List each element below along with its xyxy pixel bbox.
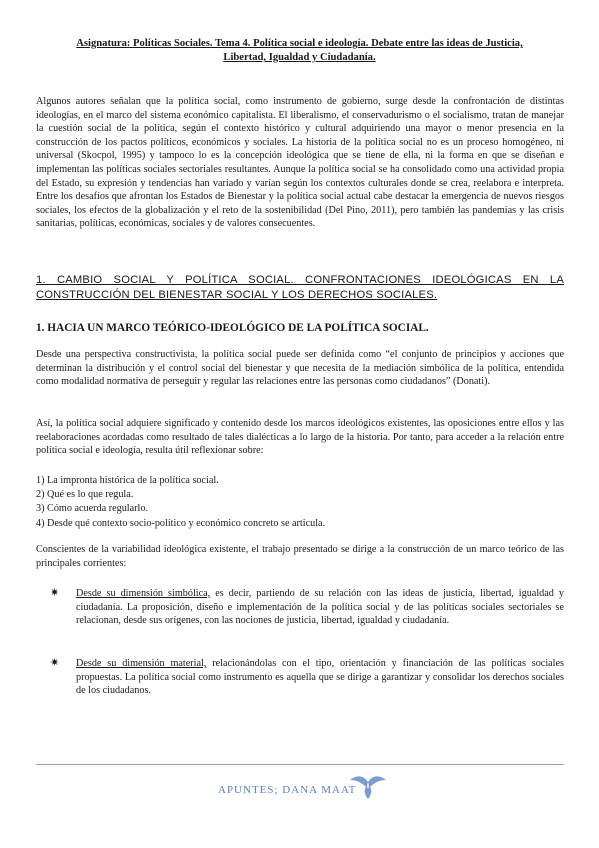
- bullet-material: [50, 657, 564, 698]
- section-heading: 1. CAMBIO SOCIAL Y POLÍTICA SOCIAL. CONFRONTACIONES IDEOLÓGICAS EN LA CONSTRUCCIÓN DEL BIENESTAR SOCIAL Y LOS DERECHOS SOCIALES.: [36, 274, 564, 301]
- bullet-body: relacionándolas con el tipo, orientación y financiación de las políticas sociales propuestas. La política social como instrumento es aquella que se dirige a garantizar y consolidar los derechos sociales de los ciudadanos.: [76, 658, 564, 697]
- subsection-heading: 1. HACIA UN MARCO TEÓRICO-IDEOLÓGICO DE LA POLÍTICA SOCIAL.: [36, 322, 429, 334]
- bird-logo-icon: [348, 772, 388, 802]
- list-item: 4) Desde qué contexto socio-político y económico concreto se articula.: [36, 517, 326, 529]
- star-bullet-icon: ✷: [50, 657, 60, 669]
- footer-divider: [36, 764, 564, 765]
- bullet-text: [76, 657, 564, 698]
- bullet-text: [76, 587, 564, 628]
- paragraph-ideology: Así, la política social adquiere significado y contenido desde los marcos ideológicos existentes, las oposiciones entre ellos y las reelaboraciones acordadas como resultado de tales dialécticas a lo largo de la historia. Por tanto, para acceder a la relación entre política social e ideología, resulta útil reflexionar sobre:: [36, 418, 564, 457]
- bullet-body: es decir, partiendo de su relación con las ideas de justicia, libertad, igualdad y ciudadanía. La proposición, diseño e implementación de la política social y de las políticas sociales sectoriales se relacionan, desde sus orígenes, con las nociones de justicia, libertad, igualdad y ciudadanía.: [76, 588, 564, 627]
- star-bullet-icon: ✷: [50, 587, 60, 599]
- bullet-lead: Desde su dimensión material,: [76, 658, 207, 669]
- footer-text: APUNTES; DANA MAAT: [218, 784, 357, 796]
- list-item: 3) Cómo acuerda regularlo.: [36, 503, 149, 515]
- document-title: Asignatura: Políticas Sociales. Tema 4. Política social e ideología. Debate entre las ideas de Justicia, Libertad, Igualdad y Ciudadanía.: [76, 38, 523, 63]
- page-footer: [0, 772, 599, 802]
- reflection-list: [36, 474, 564, 531]
- bullet-symbolic: [50, 587, 564, 628]
- paragraph-definition: Desde una perspectiva constructivista, la política social puede ser definida como “el conjunto de principios y acciones que determinan la distribución y el control social del bienestar y que necesita de la mediación simbólica de la política, entendida como modalidad normativa de perseguir y regular las relaciones entre las personas como ciudadanos” (Donati).: [36, 349, 564, 388]
- list-item: 1) La impronta histórica de la política social.: [36, 475, 219, 486]
- list-item: 2) Qué es lo que regula.: [36, 489, 134, 501]
- intro-paragraph: Algunos autores señalan que la política social, como instrumento de gobierno, surge desde la confrontación de distintas ideologías, en el marco del sistema económico capitalista. El liberalismo, el conservadurismo o el socialismo, tratan de manejar la cuestión social de la política, según el contexto histórico y cultural adquiriendo una mayor o menor presencia en la construcción de los pactos políticos, económicos y sociales. La historia de la política social no es un proceso homogéneo, ni universal (Skocpol, 1995) y tampoco lo es la concepción ideológica que se tiene de ella, ni la forma en que se diseñan e implementan las políticas sociales sectoriales resultantes. Aunque la política social se ha consolidado como una actividad propia del Estado, su expresión y tendencias han variado y varían según los contextos culturales donde se crea, reelabora e interpreta. Entre los desafíos que afrontan los Estados de Bienestar y la política social actual cabe destacar la emergencia de nuevos riesgos sociales, los efectos de la globalización y el reto de la sostenibilidad (Del Pino, 2011), pero también las pandemias y las crisis sanitarias, políticas, económicas, sociales y de valores consecuentes.: [36, 96, 564, 230]
- paragraph-framework: Conscientes de la variabilidad ideológica existente, el trabajo presentado se dirige a la construcción de un marco teórico de las principales corrientes:: [36, 544, 564, 569]
- bullet-lead: Desde su dimensión simbólica,: [76, 588, 211, 599]
